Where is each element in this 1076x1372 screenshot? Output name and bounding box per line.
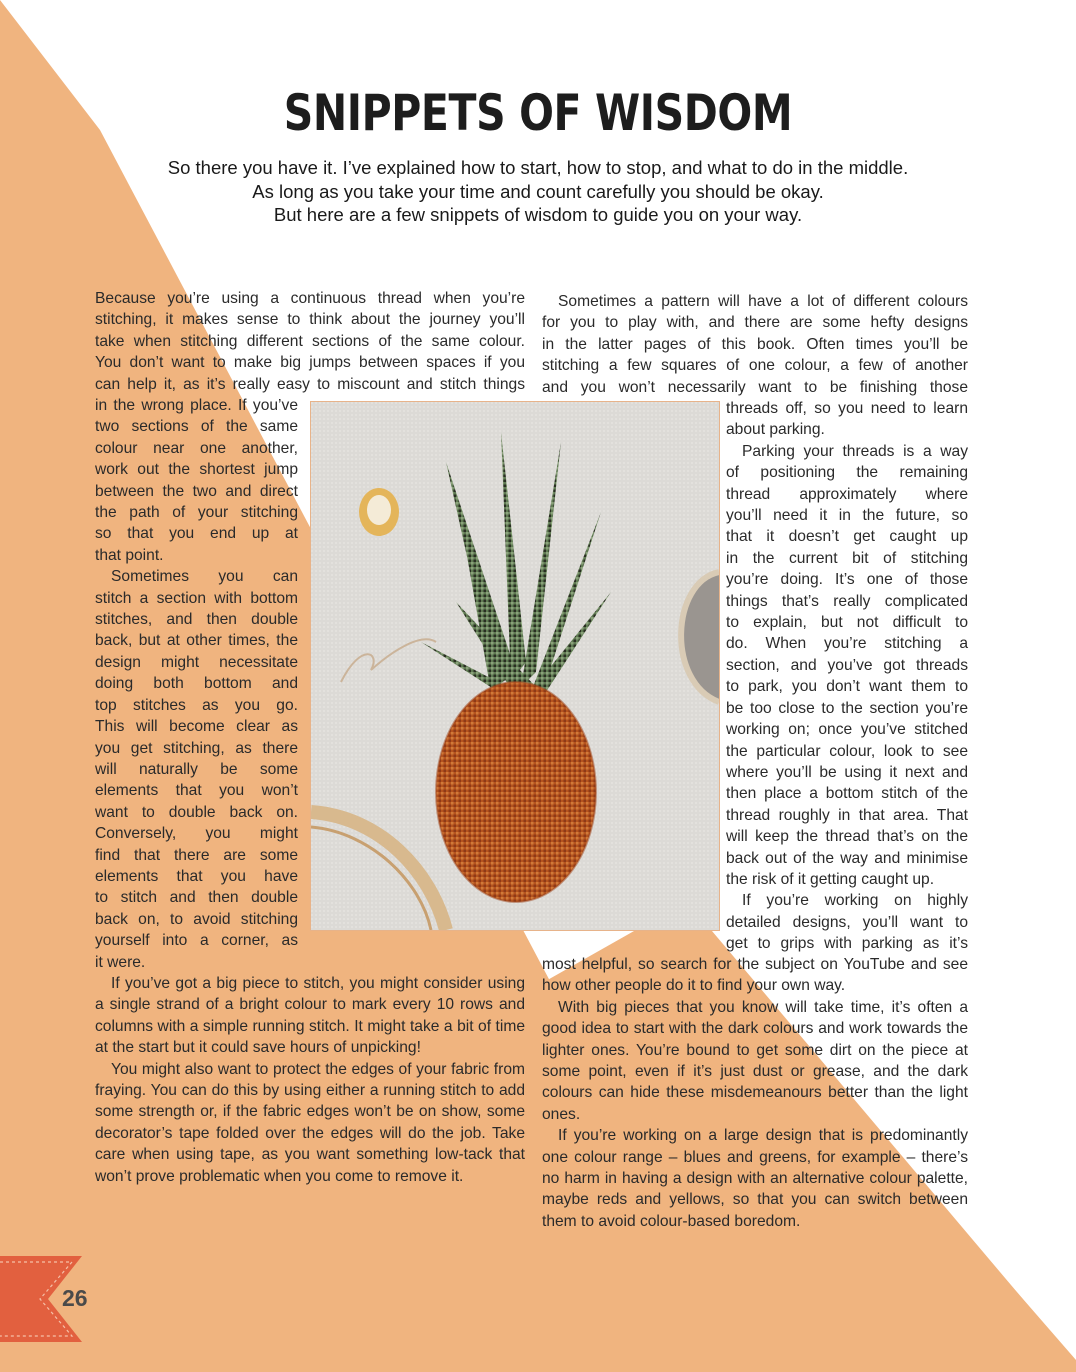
text-line: between the two and direct: [95, 482, 298, 500]
text-line: You don’t want to make big jumps between spaces if you: [95, 354, 525, 372]
paragraph-parking-end: most helpful, so search for the subject on YouTube and see how other people do it to find your own way.: [542, 956, 968, 995]
text-line: design might necessitate: [95, 653, 298, 671]
text-line: that point.: [95, 546, 164, 564]
right-column-bottom: [542, 954, 968, 1232]
text-line: you’ll need it in the future, so: [726, 507, 968, 525]
text-line: doing both bottom and: [95, 675, 298, 693]
text-line: back, but at other times, the: [95, 632, 298, 650]
intro-line-3: But here are a few snippets of wisdom to guide you on your way.: [273, 204, 803, 225]
text-line: Sometimes a pattern will have a lot of different colours: [558, 293, 968, 310]
right-column-narrow: [726, 398, 968, 955]
paragraph-marking: If you’ve got a big piece to stitch, you might consider using a single strand of a bright colour to mark every 10 rows and columns with a simple running stitch. It might take a bit of time at the start but it could save hours of unpicking!: [95, 975, 525, 1057]
text-line: stitching a few squares of one colour, a few of another: [542, 357, 968, 375]
text-line: the path of your stitching: [95, 504, 298, 522]
text-line: threads off, so you need to learn: [726, 400, 968, 417]
intro-line-1: So there you have it. I’ve explained how to start, how to stop, and what to do in the middle.: [167, 157, 909, 178]
text-line: thread approximately where: [726, 485, 968, 503]
text-line: you’re doing. It’s one of those: [726, 571, 968, 589]
text-line: Conversely, you might: [95, 825, 298, 843]
text-line: find that there are some: [95, 846, 298, 864]
left-column-bottom: [95, 973, 525, 1187]
text-line: If you’re working on highly: [742, 892, 968, 910]
text-line: elements that you have: [95, 867, 298, 885]
text-line: for you to play with, and there are some hefty designs: [542, 314, 968, 332]
text-line: back out of the way and minimise: [726, 849, 968, 867]
page-number: 26: [62, 1285, 88, 1311]
text-line: back on, to avoid stitching: [95, 910, 298, 928]
text-line: elements that you won’t: [95, 782, 298, 800]
text-line: the particular colour, look to see: [726, 742, 968, 760]
text-line: Sometimes you can: [111, 568, 298, 586]
text-line: to stitch and then double: [95, 889, 298, 907]
text-line: colour near one another,: [95, 439, 298, 457]
text-line: about parking.: [726, 421, 825, 439]
text-line: take when stitching different sections of the same colour.: [95, 332, 525, 350]
text-line: so that you end up at: [95, 525, 298, 543]
intro-text: [88, 156, 988, 227]
pineapple-cross-stitch-photo: [310, 401, 720, 931]
text-line: you get stitching, as there: [95, 739, 298, 757]
page-title: SNIPPETS OF WISDOM: [283, 84, 793, 142]
text-line: This will become clear as: [95, 718, 298, 736]
text-line: can help it, as it’s really easy to miscount and stitch things: [95, 375, 525, 393]
text-line: of positioning the remaining: [726, 464, 968, 482]
text-line: get to grips with parking as it’s: [726, 935, 968, 953]
text-line: want to double back on.: [95, 803, 298, 821]
text-line: the risk of it getting caught up.: [726, 870, 935, 888]
text-line: in the current bit of stitching: [726, 549, 968, 567]
text-line: then place a bottom stitch of the: [726, 785, 968, 803]
text-line: to park, you don’t want them to: [726, 678, 968, 696]
intro-line-2: As long as you take your time and count carefully you should be okay.: [252, 180, 824, 202]
paragraph-dark-colours: With big pieces that you know will take time, it’s often a good idea to start with the dark colours and work towards the lighter ones. You’re bound to get some dirt on the piece at some point, even if it’s just dust or grease, and the dark colours can hide these misdemeanours better than the light ones.: [542, 998, 968, 1123]
text-line: Because you’re using a continuous thread when you’re: [95, 290, 525, 307]
text-line: stitch a section with bottom: [95, 589, 298, 607]
text-line: in the wrong place. If you’ve: [95, 397, 298, 414]
text-line: top stitches as you go.: [95, 696, 298, 714]
text-line: and you won’t necessarily want to be finishing those: [542, 378, 968, 396]
text-line: it were.: [95, 953, 146, 971]
text-line: Parking your threads is a way: [742, 442, 968, 460]
text-line: do. When you’re stitching a: [726, 635, 968, 653]
text-line: detailed designs, you’ll want to: [726, 913, 968, 931]
text-line: will keep the thread that’s on the: [726, 828, 968, 846]
text-line: things that’s really complicated: [726, 592, 968, 610]
text-line: stitching, it makes sense to think about the journey you’ll: [95, 311, 525, 329]
right-column-top: [542, 291, 968, 398]
text-line: section, and you’ve got threads: [726, 656, 968, 674]
paragraph-palette: If you’re working on a large design that is predominantly one colour range – blues and greens, for example – there’s no harm in having a design with an alternative colour palette, maybe reds and yellows, so that you can switch between them to avoid colour-based boredom.: [542, 1127, 968, 1230]
text-line: stitches, and then double: [95, 611, 298, 629]
paragraph-edges: You might also want to protect the edges of your fabric from fraying. You can do this by using either a running stitch to add some strength or, if the fabric edges won’t be on show, some decorator’s tape folded over the edges will do the job. Take care when using tape, as you want something low-tack that won’t prove problematic when you come to remove it.: [95, 1060, 525, 1185]
text-line: work out the shortest jump: [95, 461, 298, 479]
text-line: yourself into a corner, as: [95, 932, 298, 950]
text-line: be too close to the section you’re: [726, 699, 968, 717]
text-line: two sections of the same: [95, 418, 298, 436]
text-line: working on; once you’ve stitched: [726, 721, 968, 739]
left-column-top: [95, 288, 525, 395]
text-line: where you’ll be using it next and: [726, 763, 968, 781]
text-line: to explain, but not difficult to: [726, 614, 968, 632]
left-column-narrow: [95, 395, 298, 973]
text-line: in the latter pages of this book. Often times you’ll be: [542, 335, 968, 353]
text-line: that it doesn’t get caught up: [726, 528, 968, 546]
text-line: will naturally be some: [95, 760, 298, 778]
text-line: thread roughly in that area. That: [726, 806, 968, 824]
